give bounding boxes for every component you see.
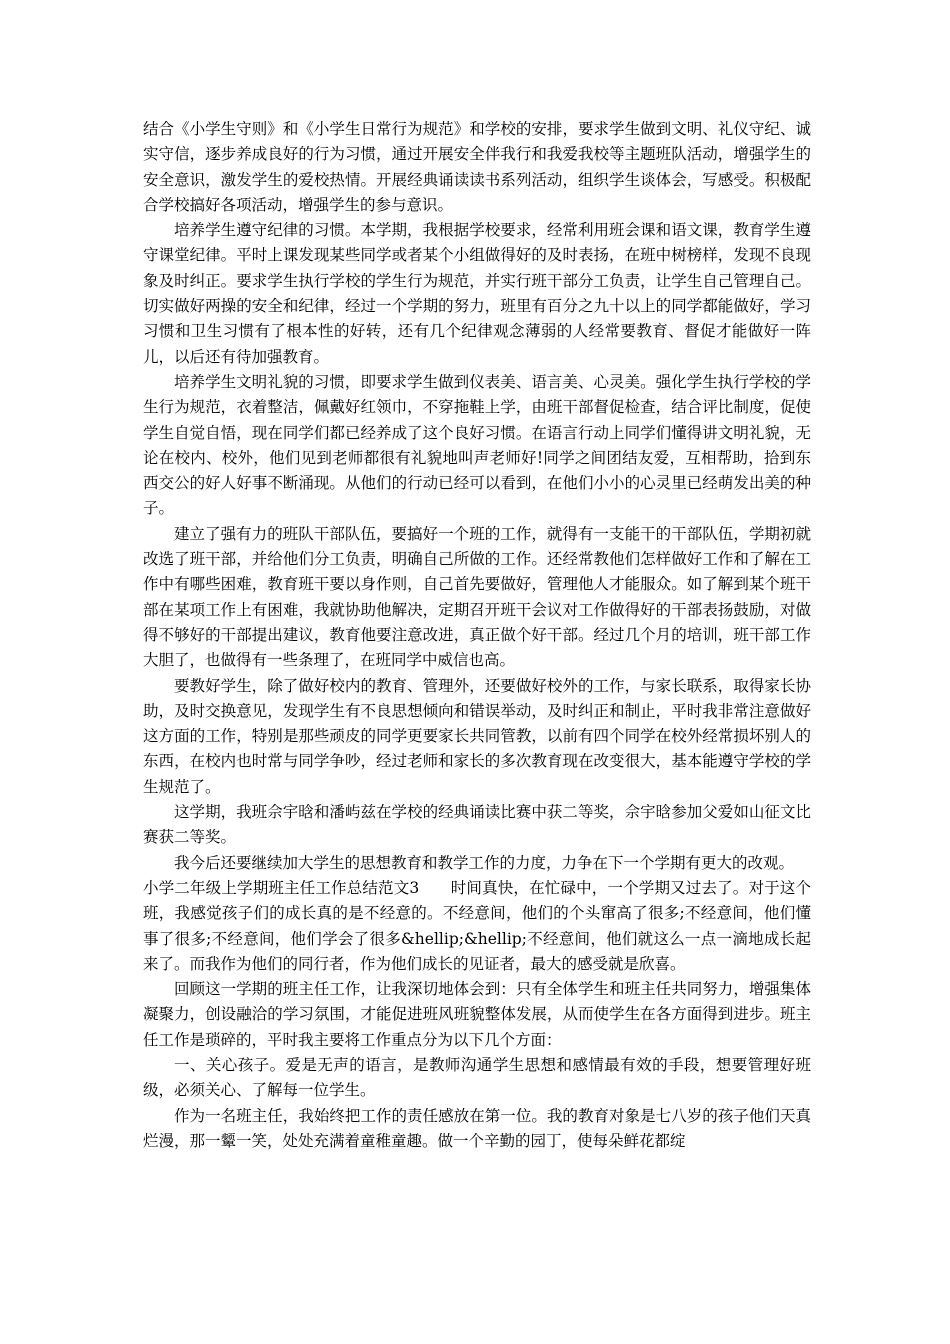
paragraph-3: 培养学生文明礼貌的习惯，即要求学生做到仪表美、语言美、心灵美。强化学生执行学校的学生行为规范，衣着整洁，佩戴好红领巾，不穿拖鞋上学，由班干部督促检查，结合评比制度，促使学生自觉自悟，现在同学们都已经养成了这个良好习惯。在语言行动上同学们懂得讲文明礼貌，无论在校内、校外，他们见到老师都很有礼貌地叫声老师好!同学之间团结友爱，互相帮助，拾到东西交公的好人好事不断涌现。从他们的行动已经可以看到，在他们小小的心灵里已经萌发出美的种子。 — [143, 372, 811, 518]
paragraph-4: 建立了强有力的班队干部队伍，要搞好一个班的工作，就得有一支能干的干部队伍，学期初就改选了班干部，并给他们分工负责，明确自己所做的工作。还经常教他们怎样做好工作和了解在工作中有哪些困难，教育班干要以身作则，自己首先要做好，管理他人才能服众。如了解到某个班干部在某项工作上有困难，我就协助他解决，定期召开班干会议对工作做得好的干部表扬鼓励，对做得不够好的干部提出建议，教育他要注意改进，真正做个好干部。经过几个月的培训，班干部工作大胆了，也做得有一些条理了，在班同学中威信也高。 — [143, 524, 811, 670]
paragraph-8-heading-and-intro: 小学二年级上学期班主任工作总结范文3 时间真快，在忙碌中，一个学期又过去了。对于这个班，我感觉孩子们的成长真的是不经意的。不经意间，他们的个头窜高了很多;不经意间，他们懂事了很多;不经意间，他们学会了很多&hellip;&hellip;不经意间，他们就这么一点一滴地成长起来了。而我作为他们的同行者，作为他们成长的见证者，最大的感受就是欣喜。 — [143, 878, 811, 973]
paragraph-7: 我今后还要继续加大学生的思想教育和教学工作的力度，力争在下一个学期有更大的改观。 — [174, 853, 795, 872]
document-body — [143, 117, 811, 1154]
paragraph-9: 回顾这一学期的班主任工作，让我深切地体会到：只有全体学生和班主任共同努力，增强集体凝聚力，创设融洽的学习氛围，才能促进班风班貌整体发展，从而使学生在各方面得到进步。班主任工作是琐碎的，平时我主要将工作重点分为以下几个方面： — [143, 980, 811, 1049]
paragraph-11: 作为一名班主任，我始终把工作的责任感放在第一位。我的教育对象是七八岁的孩子他们天真烂漫，那一颦一笑，处处充满着童稚童趣。做一个辛勤的园丁，使每朵鲜花都绽 — [143, 1106, 811, 1150]
paragraph-5: 要教好学生，除了做好校内的教育、管理外，还要做好校外的工作，与家长联系，取得家长协助，及时交换意见，发现学生有不良思想倾向和错误举动，及时纠正和制止，平时我非常注意做好这方面的工作，特别是那些顽皮的同学更要家长共同管教，以前有四个同学在校外经常损坏别人的东西，在校内也时常与同学争吵，经过老师和家长的多次教育现在改变很大，基本能遵守学校的学生规范了。 — [143, 676, 811, 796]
paragraph-2: 培养学生遵守纪律的习惯。本学期，我根据学校要求，经常利用班会课和语文课，教育学生遵守课堂纪律。平时上课发现某些同学或者某个小组做得好的及时表扬，在班中树榜样，发现不良现象及时纠正。要求学生执行学校的学生行为规范，并实行班干部分工负责，让学生自己管理自己。切实做好两操的安全和纪律，经过一个学期的努力，班里有百分之九十以上的同学都能做好，学习习惯和卫生习惯有了根本性的好转，还有几个纪律观念薄弱的人经常要教育、督促才能做好一阵儿，以后还有待加强教育。 — [143, 221, 811, 366]
paragraph-1: 结合《小学生守则》和《小学生日常行为规范》和学校的安排，要求学生做到文明、礼仪守纪、诚实守信，逐步养成良好的行为习惯，通过开展安全伴我行和我爱我校等主题班队活动，增强学生的安全意识，激发学生的爱校热情。开展经典诵读读书系列活动，组织学生谈体会，写感受。积极配合学校搞好各项活动，增强学生的参与意识。 — [143, 120, 811, 214]
paragraph-10: 一、关心孩子。爱是无声的语言，是教师沟通学生思想和感情最有效的手段，想要管理好班级，必须关心、了解每一位学生。 — [143, 1055, 811, 1100]
paragraph-6: 这学期，我班佘宇晗和潘屿兹在学校的经典诵读比赛中获二等奖，佘宇晗参加父爱如山征文比赛获二等奖。 — [143, 803, 811, 847]
